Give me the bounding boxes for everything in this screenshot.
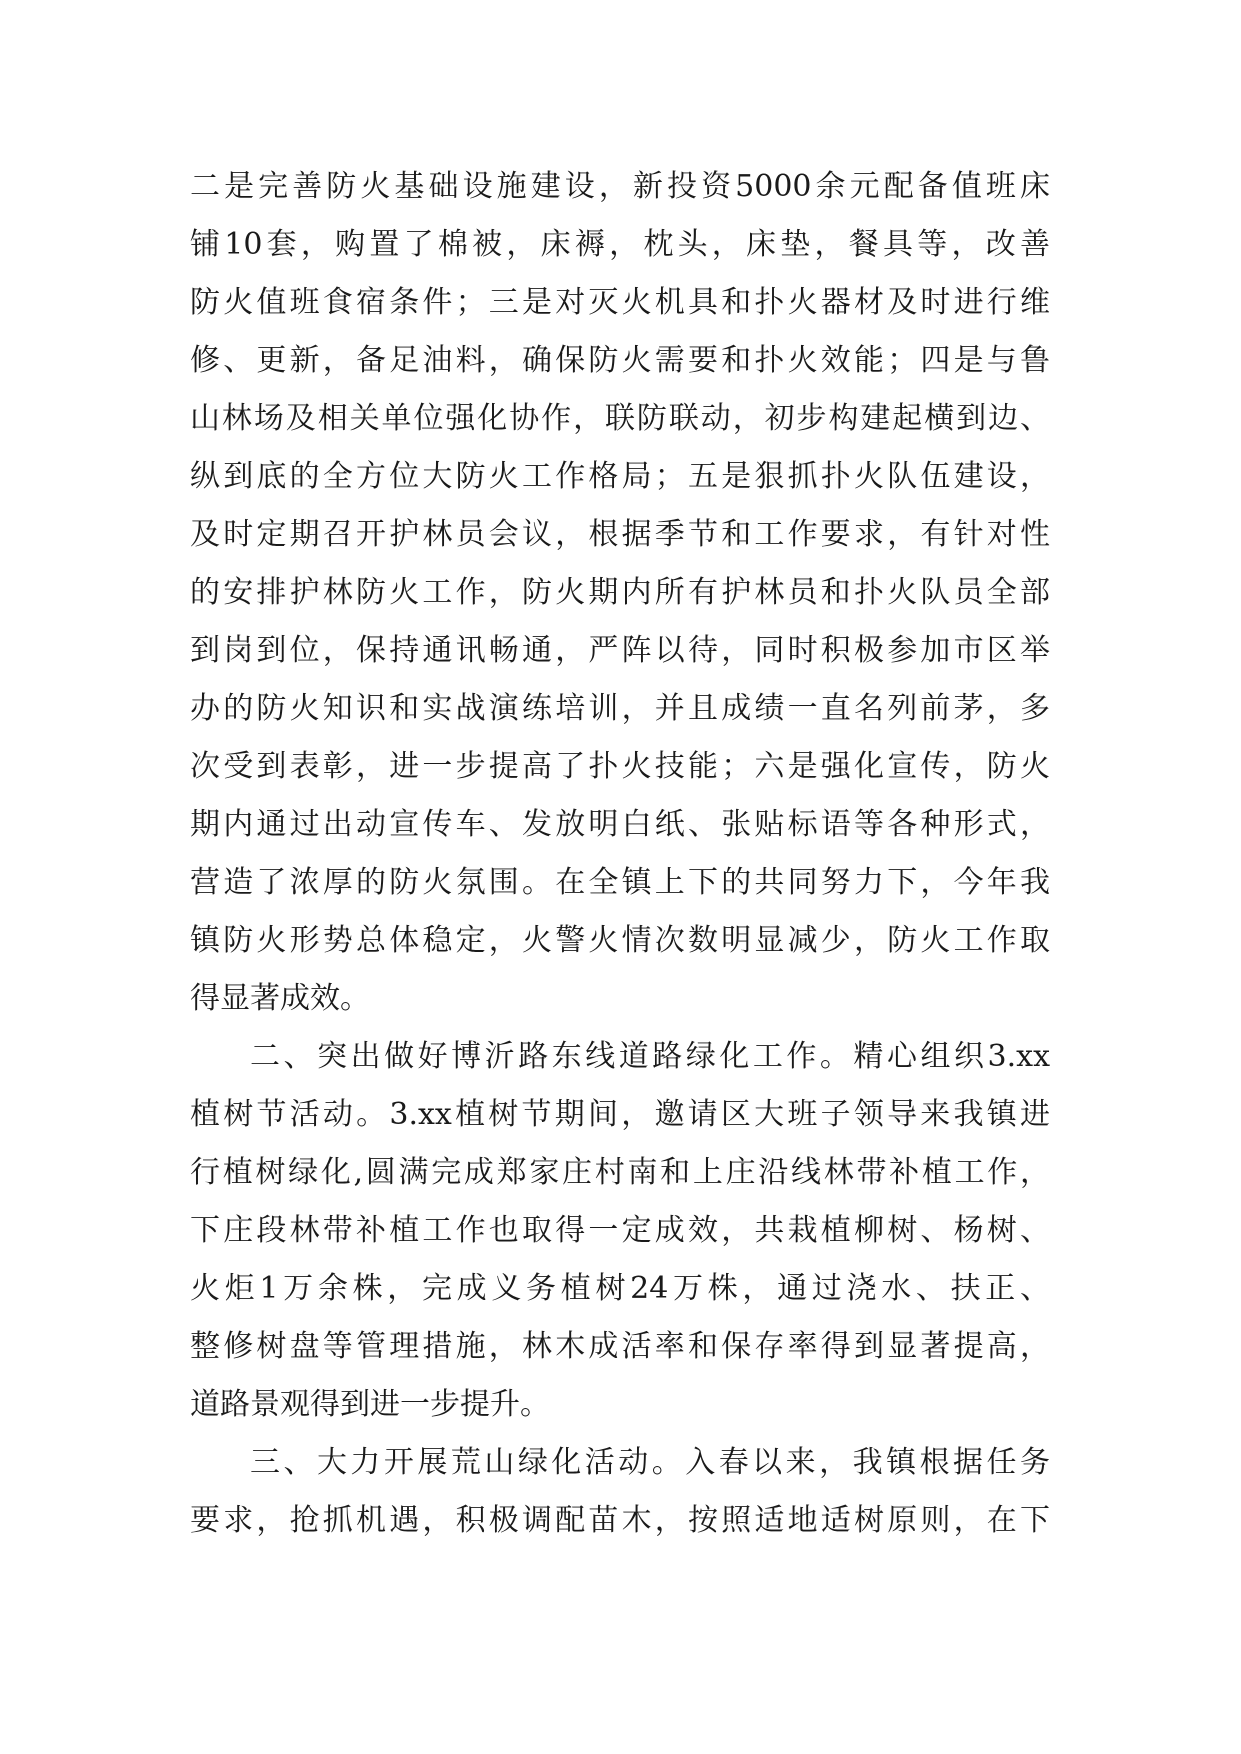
text-line: 下庄段林带补植工作也取得一定成效，共栽植柳树、杨树、 [190, 1213, 1050, 1248]
paragraph-2 [190, 1028, 1050, 1434]
text-line: 山林场及相关单位强化协作，联防联动，初步构建起横到边、 [190, 401, 1050, 436]
text-line: 道路景观得到进一步提升。 [190, 1387, 550, 1422]
text-line: 到岗到位，保持通讯畅通，严阵以待，同时积极参加市区举 [190, 633, 1050, 668]
text-line: 火炬1万余株，完成义务植树24万株，通过浇水、扶正、 [190, 1271, 1050, 1306]
text-line: 铺10套，购置了棉被，床褥，枕头，床垫，餐具等，改善 [190, 227, 1050, 262]
document-body [190, 158, 1050, 1550]
text-line: 办的防火知识和实战演练培训，并且成绩一直名列前茅，多 [190, 691, 1050, 726]
text-line: 防火值班食宿条件；三是对灭火机具和扑火器材及时进行维 [190, 285, 1050, 320]
text-line: 次受到表彰，进一步提高了扑火技能；六是强化宣传，防火 [190, 749, 1050, 784]
text-line: 的安排护林防火工作，防火期内所有护林员和扑火队员全部 [190, 575, 1050, 610]
paragraph-1 [190, 158, 1050, 1028]
text-line: 得显著成效。 [190, 981, 370, 1016]
text-line: 纵到底的全方位大防火工作格局；五是狠抓扑火队伍建设， [190, 459, 1050, 494]
text-line: 营造了浓厚的防火氛围。在全镇上下的共同努力下，今年我 [190, 865, 1050, 900]
text-line: 及时定期召开护林员会议，根据季节和工作要求，有针对性 [190, 517, 1050, 552]
text-line: 行植树绿化,圆满完成郑家庄村南和上庄沿线林带补植工作， [190, 1155, 1050, 1190]
text-line: 整修树盘等管理措施，林木成活率和保存率得到显著提高， [190, 1329, 1050, 1364]
text-line: 修、更新，备足油料，确保防火需要和扑火效能；四是与鲁 [190, 343, 1050, 378]
text-line: 三、大力开展荒山绿化活动。入春以来，我镇根据任务 [250, 1445, 1050, 1480]
text-line: 镇防火形势总体稳定，火警火情次数明显减少，防火工作取 [190, 923, 1050, 958]
text-line: 要求，抢抓机遇，积极调配苗木，按照适地适树原则，在下 [190, 1503, 1050, 1538]
text-line: 期内通过出动宣传车、发放明白纸、张贴标语等各种形式， [190, 807, 1050, 842]
paragraph-3 [190, 1434, 1050, 1550]
text-line: 植树节活动。3.xx植树节期间，邀请区大班子领导来我镇进 [190, 1097, 1050, 1132]
text-line: 二是完善防火基础设施建设，新投资5000余元配备值班床 [190, 169, 1050, 204]
text-line: 二、突出做好博沂路东线道路绿化工作。精心组织3.xx [250, 1039, 1050, 1074]
